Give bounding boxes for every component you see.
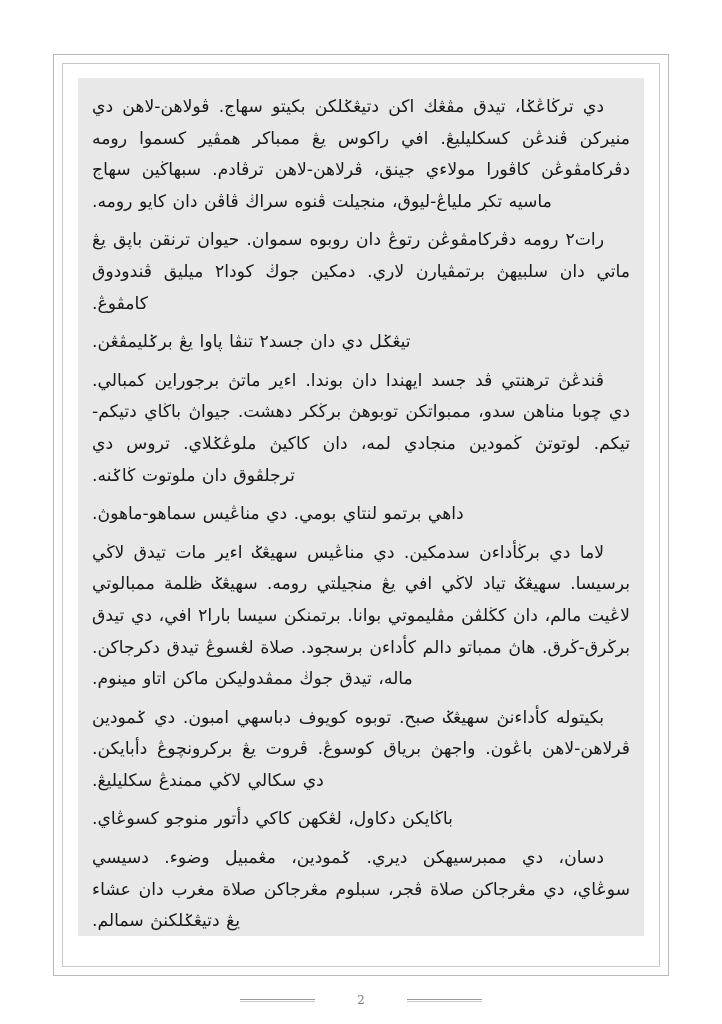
paragraph-6: لاما دي برڬأداءن سدمكين. دي مناڠيس سهيڠݢ اءير مات تيدق لاڬي برسيسا. سهيڠݢ تياد لاڬي افي يڠ منجيلتي رومه. سهيڠݢ ظلمة ممبالوتي لاڠيت مالم، دان كڬلڤن مڤليموتي بوانا. برتمنكن سيسا بارا٢ افي، دي تيدق برڬرق-ڬرق. هاڽ ممباتو دالم كأداءن برسجود. صلاة لڠسوڠ تيدق دكرجاكن. ماله، تيدق جوڬ ممڤدوليكن ماكن اتاو مينوم. <box>92 542 630 690</box>
paragraph-9: دسان، دي ممبرسيهكن ديري. ݢمودين، مڠمبيل وضوء. دسيسي سوڠاي، دي مڠرجاكن صلاة ڤجر، سبلوم مڠرجاكن صلاة مغرب دان عشاء يڠ دتيڠݢلكنڽ سمالم. <box>92 848 630 932</box>
paragraph-4: ڤندڠڽ ترهنتي ڤد جسد ايهندا دان بوندا. اءير ماتڽ برجوراين كمبالي. دي چوبا مناهن سدو، ممبواتكن توبوهڽ برڬكر دهشت. جيواڽ باڬاي دتيكم-تيكم. لوتوتڽ ڬمودين منجادي لمه، دان كاكيڽ ملوڠݢلاي. تروس دي ترجلڤوق دان ملوتوت ڬاݢنه. <box>92 370 630 486</box>
paragraph-5: داهي برتمو لنتاي بومي. دي مناڠيس سماهو-ماهوڽ. <box>92 504 464 525</box>
paragraph-3: تيڠݢل دي دان جسد٢ تنڤا ڽاوا يڠ برݢليمڤڠن. <box>92 332 411 353</box>
page-footer <box>0 985 722 1015</box>
page-number: 2 <box>357 993 365 1007</box>
paragraph-1: دي ترڬاڠݢا، تيدق مڤڠك اكن دتيڠݢلكن بكيتو سهاج. ڤولاهن-لاهن دي منيركن ڤندڠن كسكليليڠ. افي راكوس يڠ ممباكر همڤير كسموا رومه دڤركامڤوڠن كاڤورا مولاءي جينق، ڤرلاهن-لاهن ترڤادم. سبهاڬين سهاج ماسيه تكڔ ملياڠ-ليوق، منجيلت ڤنوه سراڬ ڤاڤن دان كايو رومه. <box>92 97 630 212</box>
text-block <box>78 78 644 936</box>
footer-rule-right <box>407 999 482 1002</box>
paragraph-8: باڬايكن دكاول، لڠكهن كاكي دأتور منوجو كسوڠاي. <box>92 809 453 830</box>
paragraph-7: بكيتوله كأداءنڽ سهيڠݢ صبح. توبوه كويوف دباسهي امبون. دي ݢمودين ڤرلاهن-لاهن باڠون. واجهڽ برياق كوسوڠ. ڤروت يڠ بركرونچوڠ دأبايكن. دي سكالي لاڬي ممندڠ سكليليڠ. <box>92 707 630 791</box>
paragraph-2: رات٢ رومه دڤركامڤوڠن رتوڠ دان روبوه سموان. حيوان ترنقن باڽق يڠ ماتي دان سلبيهڽ برتمڤيارن لاري. دمكين جوڬ كودا٢ ميليق ڤندودوق كامڤوڠ. <box>92 230 631 314</box>
footer-rule-left <box>240 999 315 1002</box>
